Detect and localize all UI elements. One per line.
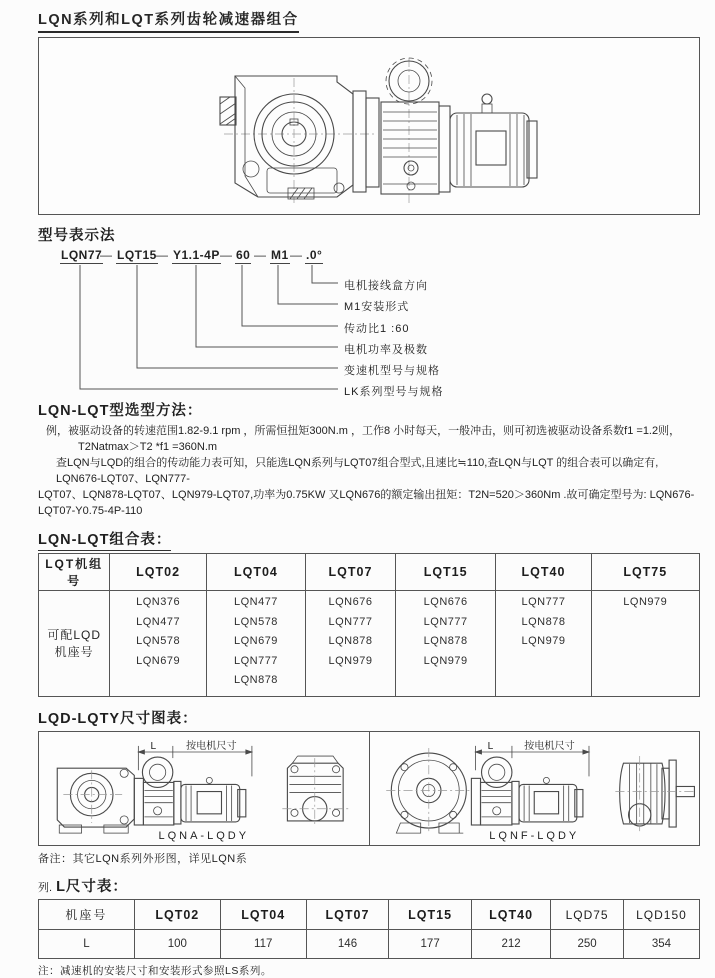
dim-label-motor: 按电机尺寸 [186, 740, 237, 752]
combo-col-header: LQT04 [206, 554, 305, 591]
diagram-note: 备注：其它LQN系列外形图，详见LQN系 [38, 853, 248, 865]
combo-cell-item: LQN679 [233, 635, 278, 647]
l-table-col-header: LQT02 [134, 900, 220, 930]
dimension-diagram-heading: LQD-LQTY尺寸图表： [38, 711, 198, 727]
combo-col-header: LQT15 [395, 554, 495, 591]
code-part-lqn: LQN77 [61, 248, 103, 262]
dim-label-motor: 按电机尺寸 [523, 740, 575, 752]
label-variator-model-spec: 变速机型号与规格 [344, 365, 440, 377]
panel-lqnf-lqdy [369, 732, 700, 845]
dim-label-l: L [487, 740, 493, 752]
combo-cell-item [397, 674, 494, 694]
caption-lqnf-lqdy: LQNF-LQDY [489, 830, 580, 842]
combo-cell-item [593, 674, 698, 694]
page-title: LQN系列和LQT系列齿轮减速器组合 [38, 8, 299, 33]
combo-cell-item: LQN979 [521, 635, 566, 647]
caption-lqna-lqdy: LQNA-LQDY [158, 830, 250, 842]
l-table-value-row [39, 930, 700, 959]
code-part-ratio: 60 [236, 248, 251, 262]
combo-cell-item: LQN878 [328, 635, 373, 647]
l-table-value: 354 [623, 930, 699, 959]
combo-cell-lqt40 [496, 591, 591, 697]
code-separator: — [220, 248, 232, 262]
selection-line: T2Natmax＞T2 *f1 =360N.m [78, 441, 218, 453]
combo-cell-item: LQN979 [623, 596, 668, 608]
combo-cell-item: LQN679 [136, 654, 181, 667]
dim-label-l: L [150, 740, 157, 752]
l-table-value: 212 [471, 930, 550, 959]
combo-cell-item [593, 616, 698, 636]
assembly-drawing-frame [38, 37, 700, 215]
l-table-heading-prefix: 列. [38, 882, 53, 894]
combo-cell-lqt04 [206, 591, 305, 697]
combo-body-row [39, 591, 700, 697]
combo-table-heading: LQN-LQT组合表： [38, 528, 171, 551]
selection-method-heading: LQN-LQT型选型方法： [38, 403, 203, 419]
label-junction-box-direction: 电机接线盒方向 [344, 280, 428, 292]
code-separator: — [100, 248, 112, 262]
label-transmission-ratio: 传动比1 :60 [344, 323, 410, 335]
lqna-lqdy-drawing [39, 732, 369, 845]
label-motor-power-poles: 电机功率及极数 [344, 344, 428, 356]
combo-cell-lqt15 [395, 591, 495, 697]
combo-cell-lqt02 [110, 591, 207, 697]
l-table-value: 146 [306, 930, 389, 959]
combo-cell-item [593, 635, 698, 655]
lqnf-lqdy-drawing [370, 732, 700, 845]
combo-col-header: LQT02 [110, 554, 207, 591]
combo-cell-item: LQN777 [521, 596, 566, 608]
combo-col-header: LQT40 [496, 554, 591, 591]
l-table-col-header: LQT07 [306, 900, 389, 930]
l-table-value: 250 [551, 930, 624, 959]
combo-cell-item: LQN777 [328, 615, 373, 628]
l-dimension-table [38, 899, 700, 959]
combo-cell-item: LQN878 [423, 635, 468, 647]
combo-cell-item: LQN477 [233, 596, 278, 608]
combo-cell-item [497, 655, 589, 675]
combo-row-label [39, 591, 110, 697]
combo-cell-lqt07 [306, 591, 396, 697]
l-table-col-header: LQT04 [220, 900, 306, 930]
selection-line: 例，被驱动设备的转速范围1.82-9.1 rpm ，所需恒扭矩300N.m ，工作8 小时每天，一般冲击，则可初选被驱动设备系数f1 =1.2则， [46, 425, 681, 437]
code-part-angle: .0° [306, 248, 323, 262]
code-separator: — [156, 248, 168, 262]
combo-cell-item: LQN979 [328, 654, 373, 667]
l-table-heading [38, 875, 700, 896]
combo-cell-item: LQN477 [136, 615, 181, 628]
combo-row-label-line: 可配LQD [47, 627, 102, 642]
combo-col-header: LQT75 [591, 554, 699, 591]
combo-cell-item: LQN578 [136, 635, 181, 647]
combo-header-row [39, 554, 700, 591]
l-table-corner-header: 机座号 [39, 900, 135, 930]
combo-cell-lqt75 [591, 591, 699, 697]
l-table-col-header: LQD75 [551, 900, 624, 930]
combo-cell-item: LQN777 [423, 615, 468, 628]
dimension-diagram-frame [38, 731, 700, 846]
selection-method-text [38, 423, 700, 519]
combo-cell-item: LQN578 [233, 615, 278, 628]
combo-row-label-line: 机座号 [54, 644, 94, 659]
code-separator: — [290, 248, 302, 262]
combo-col-header: LQT07 [306, 554, 396, 591]
l-table-note: 注：减速机的安装尺寸和安装形式参照LS系列。 [38, 965, 272, 977]
l-table-row-label: L [39, 930, 135, 959]
l-table-heading-main: L尺寸表： [56, 879, 128, 895]
combo-corner-header: LQT机组号 [39, 554, 110, 591]
l-table-value: 100 [134, 930, 220, 959]
selection-line: 查LQN与LQD的组合的传动能力表可知，只能选LQN系列与LQT07组合型式,且速比≒110,查LQN与LQT 的组合表可以确定有, LQN676-LQT07、LQN777- [56, 457, 659, 485]
l-table-value: 117 [220, 930, 306, 959]
label-lk-series-model-spec: LK系列型号与规格 [344, 386, 444, 398]
l-table-value: 177 [389, 930, 472, 959]
code-separator: — [254, 248, 266, 262]
panel-lqna-lqdy [39, 732, 369, 845]
l-table-header-row [39, 900, 700, 930]
reducer-assembly-drawing [39, 38, 699, 214]
combo-cell-item: LQN676 [328, 596, 373, 608]
combo-cell-item: LQN979 [423, 654, 468, 667]
selection-line: LQT07、LQN878-LQT07、LQN979-LQT07,功率为0.75KW 又LQN676的额定输出扭矩：T2N=520＞360Nm .故可确定型号为: LQN676-LQT07-Y0.75-4P-110 [38, 489, 695, 517]
label-mounting-type: M1安装形式 [344, 301, 410, 313]
combo-cell-item [497, 674, 589, 694]
l-table-col-header: LQT15 [389, 900, 472, 930]
code-part-lqt: LQT15 [117, 248, 157, 262]
l-table-col-header: LQD150 [623, 900, 699, 930]
combo-cell-item: LQN878 [233, 674, 278, 686]
combination-table [38, 553, 700, 697]
combo-cell-item [307, 674, 394, 694]
combo-cell-item: LQN376 [136, 596, 181, 608]
code-part-mount: M1 [271, 248, 289, 262]
code-part-motor: Y1.1-4P [173, 248, 220, 262]
combo-cell-item [111, 674, 205, 694]
combo-cell-item: LQN676 [423, 596, 468, 608]
model-designation-diagram [38, 247, 700, 397]
combo-cell-item: LQN777 [233, 654, 278, 667]
combo-cell-item [593, 655, 698, 675]
combo-cell-item: LQN878 [521, 615, 566, 628]
l-table-col-header: LQT40 [471, 900, 550, 930]
model-designation-heading: 型号表示法 [38, 228, 116, 244]
